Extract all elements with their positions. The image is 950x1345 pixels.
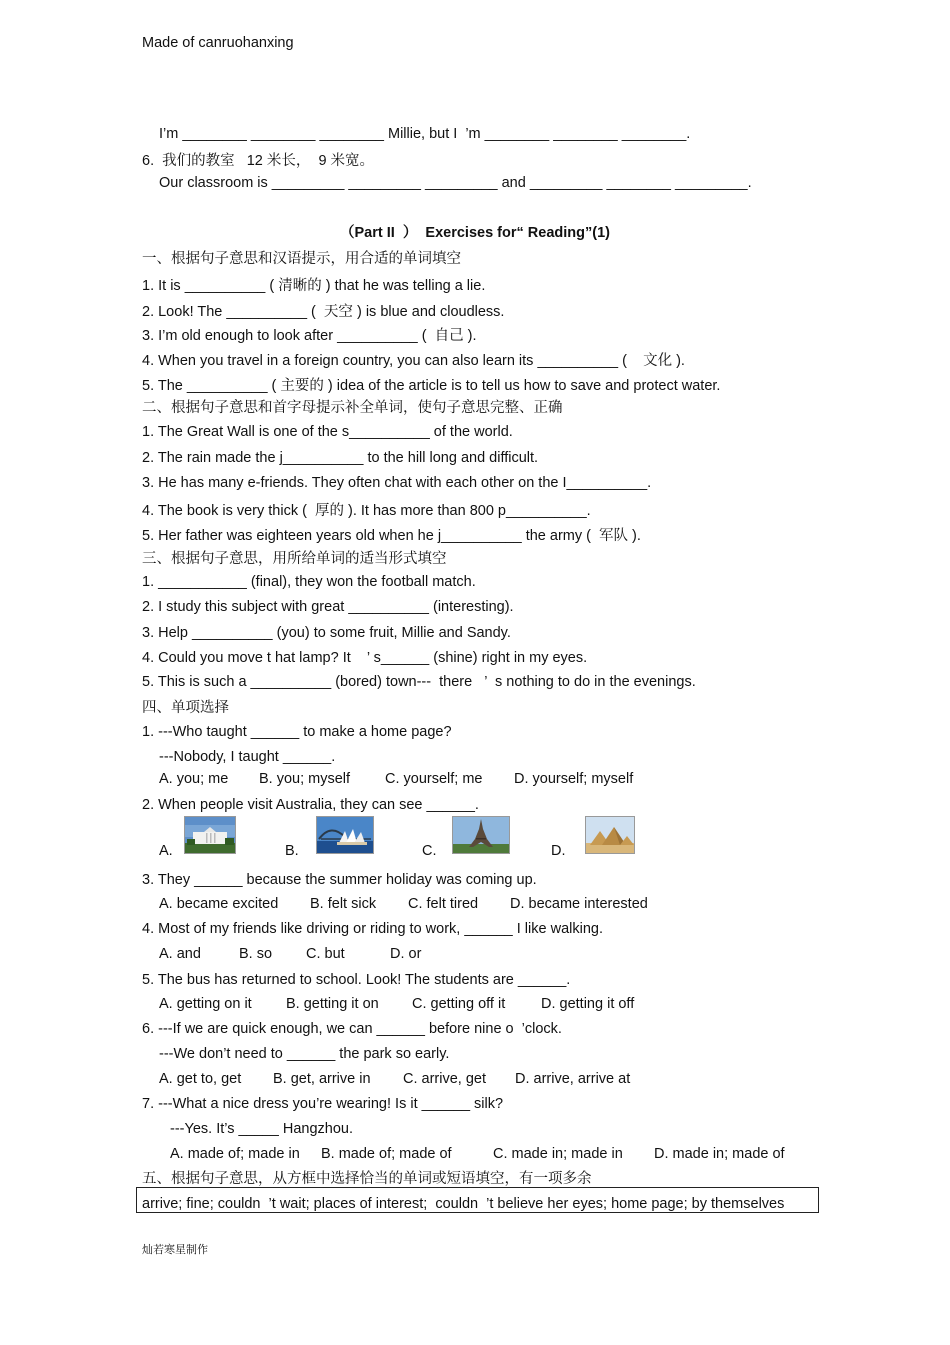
- question-line: ---We don’t need to ______ the park so early.: [159, 1046, 450, 1062]
- option-c: C. made in; made in: [493, 1146, 623, 1162]
- option-c: C. yourself; me: [385, 771, 483, 787]
- option-a: A. you; me: [159, 771, 229, 787]
- list-item: 1. It is __________ ( 清晰的 ) that he was telling a lie.: [142, 278, 486, 294]
- option-b: B. made of; made of: [321, 1146, 452, 1162]
- question-stem: 5. The bus has returned to school. Look! The students are ______.: [142, 972, 571, 988]
- list-item: 5. Her father was eighteen years old when he j__________ the army ( 军队 ).: [142, 528, 641, 544]
- question-stem: 4. Most of my friends like driving or riding to work, ______ I like walking.: [142, 921, 603, 937]
- list-item: 2. The rain made the j__________ to the hill long and difficult.: [142, 450, 539, 466]
- list-item: 5. This is such a __________ (bored) town--- there ’ s nothing to do in the evenings.: [142, 674, 696, 690]
- option-d: D. getting it off: [541, 996, 635, 1012]
- question-stem: 2. When people visit Australia, they can see ______.: [142, 797, 479, 813]
- option-b: B. so: [239, 946, 273, 962]
- question-stem: 3. They ______ because the summer holiday was coming up.: [142, 872, 537, 888]
- question-6: 6. 我们的教室 12 米长， 9 米宽。: [142, 153, 375, 169]
- fill-line: I’m ________ ________ ________ Millie, but I ’m ________ ________ ________.: [159, 126, 691, 142]
- question-line: ---Yes. It’s _____ Hangzhou.: [170, 1121, 353, 1137]
- list-item: 4. When you travel in a foreign country, you can also learn its __________ ( 文化 ).: [142, 353, 685, 369]
- list-item: 3. Help __________ (you) to some fruit, Millie and Sandy.: [142, 625, 511, 641]
- pyramids-image: [585, 816, 635, 854]
- list-item: 3. He has many e-friends. They often chat with each other on the I__________.: [142, 475, 652, 491]
- option-a: A. made of; made in: [170, 1146, 300, 1162]
- option-c: C.: [422, 843, 437, 859]
- question-line: ---Nobody, I taught ______.: [159, 749, 336, 765]
- option-d: D. yourself; myself: [514, 771, 634, 787]
- part-title: （Part II ） Exercises for“ Reading”(1): [340, 225, 610, 241]
- option-b: B. felt sick: [310, 896, 377, 912]
- option-b: B. you; myself: [259, 771, 351, 787]
- list-item: 4. Could you move t hat lamp? It ’ s______ (shine) right in my eyes.: [142, 650, 588, 666]
- list-item: 3. I’m old enough to look after __________ ( 自己 ).: [142, 328, 477, 344]
- option-a: A. getting on it: [159, 996, 252, 1012]
- list-item: 4. The book is very thick ( 厚的 ). It has more than 800 p__________.: [142, 503, 591, 519]
- list-item: 1. The Great Wall is one of the s__________ of the world.: [142, 424, 513, 440]
- option-a: A. and: [159, 946, 201, 962]
- section-heading: 四、单项选择: [142, 700, 229, 716]
- option-d: D. or: [390, 946, 422, 962]
- option-a: A. became excited: [159, 896, 279, 912]
- option-c: C. felt tired: [408, 896, 479, 912]
- section-heading: 二、根据句子意思和首字母提示补全单词，使句子意思完整、正确: [142, 400, 563, 416]
- question-stem: 7. ---What a nice dress you’re wearing! Is it ______ silk?: [142, 1096, 504, 1112]
- list-item: 1. ___________ (final), they won the football match.: [142, 574, 476, 590]
- option-d: D. made in; made of: [654, 1146, 785, 1162]
- list-item: 5. The __________ ( 主要的 ) idea of the article is to tell us how to save and protect water.: [142, 378, 721, 394]
- section-heading: 三、根据句子意思，用所给单词的适当形式填空: [142, 551, 447, 567]
- sydney-opera-house-image: [316, 816, 374, 854]
- option-a: A.: [159, 843, 173, 859]
- option-b: B.: [285, 843, 299, 859]
- question-stem: 1. ---Who taught ______ to make a home page?: [142, 724, 452, 740]
- eiffel-tower-image: [452, 816, 510, 854]
- section-heading: 五、根据句子意思，从方框中选择恰当的单词或短语填空，有一项多余: [142, 1171, 592, 1187]
- option-d: D. became interested: [510, 896, 648, 912]
- option-b: B. get, arrive in: [273, 1071, 371, 1087]
- list-item: 2. I study this subject with great __________ (interesting).: [142, 599, 514, 615]
- fill-line: Our classroom is _________ _________ _________ and _________ ________ _________.: [159, 175, 752, 191]
- option-c: C. but: [306, 946, 345, 962]
- page-footer: 灿若寒星制作: [142, 1244, 208, 1256]
- option-c: C. getting off it: [412, 996, 506, 1012]
- option-d: D.: [551, 843, 566, 859]
- option-c: C. arrive, get: [403, 1071, 486, 1087]
- word-box-text: arrive; fine; couldn ’t wait; places of interest; couldn ’t believe her eyes; home page; by themselves: [142, 1196, 785, 1212]
- list-item: 2. Look! The __________ ( 天空 ) is blue and cloudless.: [142, 304, 505, 320]
- option-b: B. getting it on: [286, 996, 379, 1012]
- page-header: Made of canruohanxing: [142, 35, 294, 51]
- section-heading: 一、根据句子意思和汉语提示，用合适的单词填空: [142, 251, 461, 267]
- option-a: A. get to, get: [159, 1071, 242, 1087]
- question-stem: 6. ---If we are quick enough, we can ______ before nine o ’clock.: [142, 1021, 562, 1037]
- white-house-image: [184, 816, 236, 854]
- option-d: D. arrive, arrive at: [515, 1071, 631, 1087]
